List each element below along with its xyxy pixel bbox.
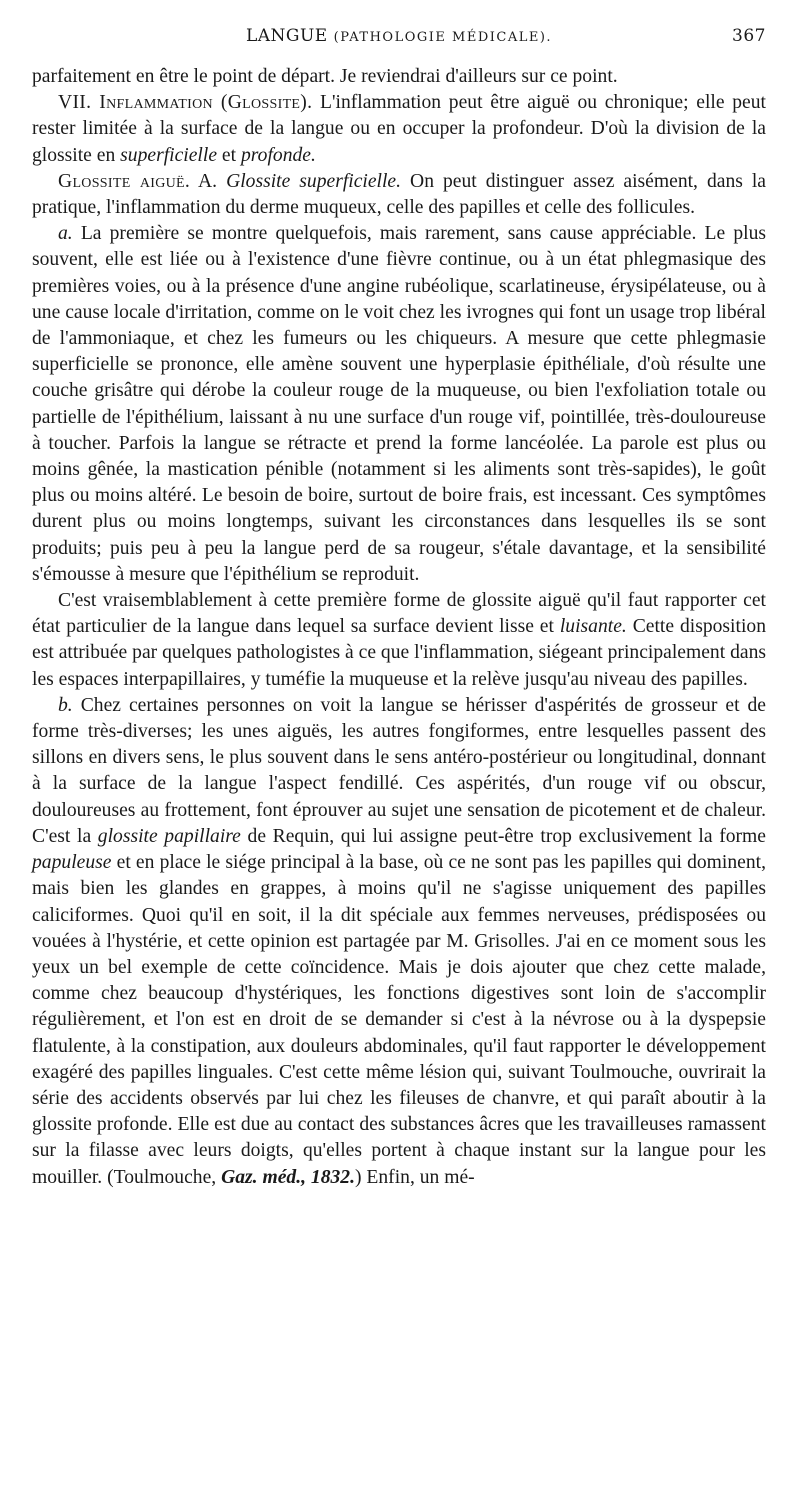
- paragraph-1-mid: et: [217, 144, 241, 166]
- term-luisante: luisante.: [559, 616, 627, 638]
- header-subtitle: (PATHOLOGIE MÉDICALE).: [333, 30, 553, 45]
- paragraph-5-tail: ) Enfin, un mé-: [354, 1166, 475, 1188]
- term-superficielle: superficielle: [120, 144, 218, 166]
- section-heading-inflammation: VII. Inflammation (Glossite).: [58, 92, 313, 114]
- paragraph-1-text: L'inflammation peut être aiguë ou chronique; elle peut rester limitée à la surface de la langue ou en occuper la profondeur. D'où la division de la glossite en: [32, 92, 766, 166]
- running-header: [32, 22, 766, 52]
- paragraph-3-text: La première se montre quelquefois, mais rarement, sans cause appréciable. Le plus souvent, elle est liée ou à l'existence d'une fièvre continue, ou à un état phlegmasique des premières voies, ou à la présence d'une angine rubéolique, scarlatineuse, érysipélateuse, ou à une cause locale d'irritation, comme on le voit chez les ivrognes qui font un usage trop libéral de l'ammoniaque, et chez les fumeurs ou les chiqueurs. A mesure que cette phlegmasie superficielle se prononce, elle amène souvent une hyperplasie épithéliale, d'où résulte une couche grisâtre qui dérobe la couleur rouge de la muqueuse, ou bien l'exfoliation totale ou partielle de l'épithélium, laissant à nu une surface d'un rouge vif, pointillée, très-douloureuse à toucher. Parfois la langue se rétracte et prend la forme lancéolée. La parole est plus ou moins gênée, la mastication pénible (notamment si les aliments sont très-sapides), le goût plus ou moins altéré. Le besoin de boire, surtout de boire frais, est incessant. Ces symptômes durent plus ou moins longtemps, suivant les circonstances dans lesquelles ils se sont produits; puis peu à peu la langue perd de sa rougeur, s'étale davantage, et la sensibilité s'émousse à mesure que l'épithélium se reproduit.: [32, 223, 766, 585]
- paragraph-0-text: parfaitement en être le point de départ. Je reviendrai d'ailleurs sur ce point.: [32, 66, 618, 87]
- paragraph-0: [32, 64, 766, 90]
- body-text: [32, 64, 766, 1191]
- paragraph-5-end: et en place le siége principal à la base, où ce ne sont pas les papilles qui dominent, mais bien les glandes en grappes, à moins qu'il ne s'agisse uniquement des papilles caliciformes. Quoi qu'il en soit, il la dit spéciale aux femmes nerveuses, prédisposées ou vouées à l'hystérie, et cette opinion est partagée par M. Grisolles. J'ai en ce moment sous les yeux un bel exemple de cette coïncidence. Mais je dois ajouter que chez cette malade, comme chez beaucoup d'hystériques, les fonctions digestives sont loin de s'accomplir régulièrement, et l'on est en droit de se demander si c'est à la névrose ou à la dyspepsie flatulente, à la constipation, aux douleurs abdominales, qu'il faut rapporter le développement exagéré des papilles linguales. C'est cette même lésion qui, suivant Toulmouche, ouvrirait la série des accidents observés par lui chez les fileuses de chanvre, et qui paraît aboutir à la glossite profonde. Elle est due au contact des substances âcres que les travailleuses ramassent sur la filasse avec leurs doigts, qu'elles portent à chaque instant sur la langue pour les mouiller. (Toulmouche,: [32, 852, 766, 1188]
- paragraph-1: [32, 90, 766, 169]
- paragraph-2-text: On peut distinguer assez aisément, dans la pratique, l'inflammation du derme muqueux, celle des papilles et celle des follicules.: [32, 170, 767, 219]
- subheading-glossite-superficielle: Glossite superficielle.: [226, 170, 402, 192]
- paragraph-4-text: C'est vraisemblablement à cette première forme de glossite aiguë qu'il faut rapporter cet état particulier de la langue dans lequel sa surface devient lisse et: [32, 590, 766, 638]
- paragraph-4-end: Cette disposition est attribuée par quelques pathologistes à ce que l'inflammation, siégeant principalement dans les espaces interpapillaires, y tuméfie la muqueuse et la relève jusqu'au niveau des papilles.: [32, 616, 766, 690]
- citation-gaz-med: Gaz. méd., 1832.: [221, 1166, 355, 1188]
- paragraph-5-mid: de Requin, qui lui assigne peut-être trop exclusivement la forme: [240, 825, 766, 847]
- header-title: [32, 26, 766, 46]
- term-profonde: profonde.: [240, 144, 316, 166]
- paragraph-5: [32, 693, 766, 1191]
- paragraph-2: [32, 169, 766, 221]
- header-title-main: LANGUE: [245, 26, 328, 46]
- section-heading-glossite-aigue: Glossite aiguë.: [58, 170, 191, 192]
- page: [32, 22, 766, 1191]
- paragraph-2-label: A.: [190, 170, 227, 192]
- paragraph-5-text: Chez certaines personnes on voit la langue se hérisser d'aspérités de grosseur et de forme très-diverses; les unes aiguës, les autres fongiformes, entre lesquelles passent des sillons en divers sens, le plus souvent dans le sens antéro-postérieur ou longitudinal, donnant à la surface de la langue l'aspect fendillé. Ces aspérités, d'un rouge vif ou obscur, douloureuses au frottement, font éprouver au sujet une sensation de picotement et de chaleur. C'est la: [32, 694, 766, 847]
- paragraph-3: [32, 221, 766, 588]
- paragraph-4: [32, 588, 766, 693]
- item-label-a: a.: [58, 223, 73, 245]
- item-label-b: b.: [58, 694, 73, 716]
- page-number: 367: [732, 26, 766, 46]
- term-glossite-papillaire: glossite papillaire: [97, 825, 241, 847]
- term-papuleuse: papuleuse: [32, 852, 112, 874]
